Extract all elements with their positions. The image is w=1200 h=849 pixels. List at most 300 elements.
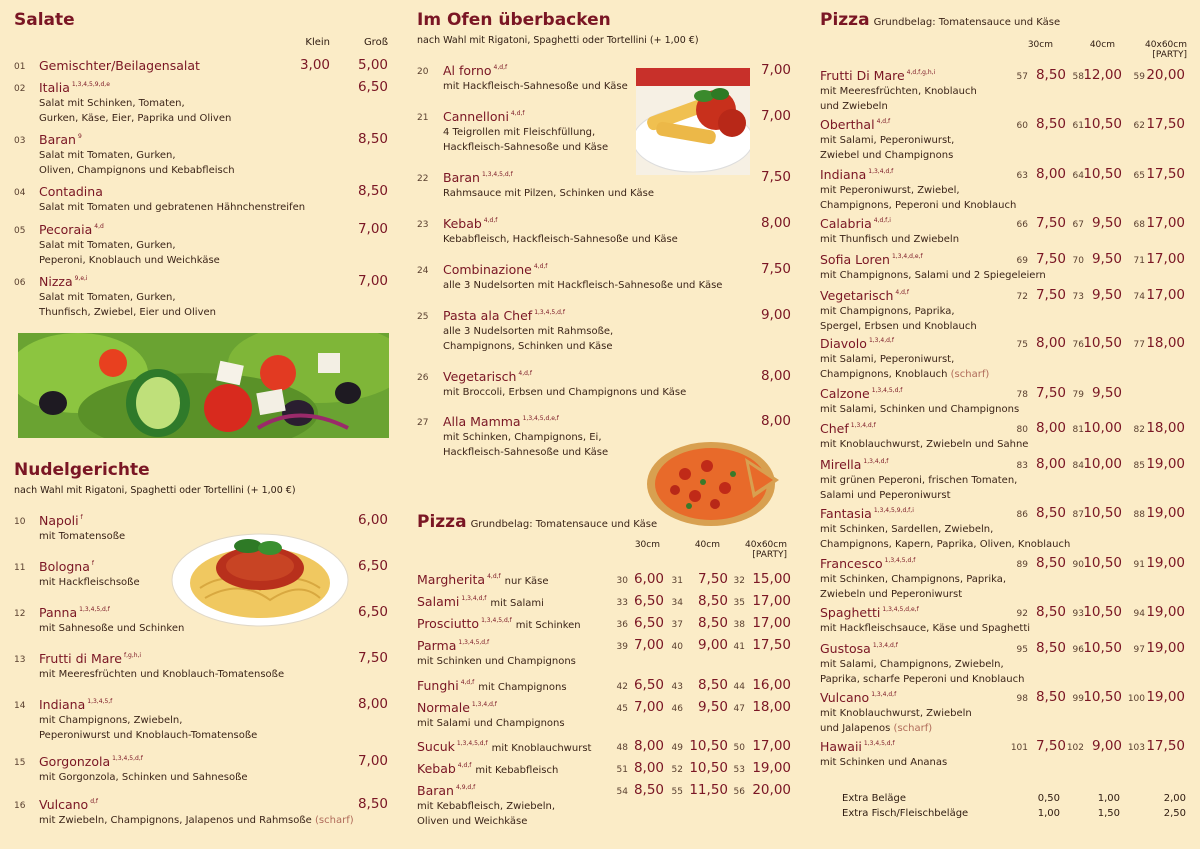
dish-description: mit Schinken, Sardellen, Zwiebeln, Champignons, Kapern, Paprika, Oliven, Knoblauch	[820, 524, 1071, 550]
dish-description: mit Salami und Champignons	[417, 718, 565, 729]
price: 19,00	[1146, 456, 1185, 472]
item-number: 83	[1016, 461, 1028, 471]
allergen-codes: 9	[77, 133, 82, 140]
allergen-codes: 4,d,f	[487, 573, 501, 580]
dish-description: mit Salami, Peperoniwurst, Champignons, Knoblauch (scharf)	[820, 354, 990, 380]
dish-name	[39, 513, 83, 528]
price: 7,00	[633, 699, 664, 715]
spicy-note: (scharf)	[315, 815, 354, 826]
dish-name-text: Prosciutto	[417, 616, 480, 631]
allergen-codes: 1,3,4,5,d,f	[871, 387, 903, 394]
price: 10,50	[1083, 555, 1122, 571]
dish-name-text: Fantasia	[820, 506, 872, 521]
dish-name	[39, 184, 103, 199]
item-number: 75	[1016, 340, 1028, 350]
price: 9,50	[1091, 385, 1122, 401]
dish-name	[39, 222, 104, 237]
allergen-codes: 1,3,4,d,e,f	[891, 253, 923, 260]
pizza-mid-title: Pizza Grundbelag: Tomatensauce und Käse	[417, 512, 658, 532]
salad-photo	[18, 333, 389, 438]
dish-description: mit Salami, Champignons, Zwiebeln, Paprika, scharfe Peperoni und Knoblauch	[820, 659, 1025, 685]
item-number: 01	[14, 62, 26, 72]
dish-description: mit Champignons, Paprika, Spergel, Erbsen und Knoblauch	[820, 306, 977, 332]
price: 8,00	[1035, 335, 1066, 351]
item-number: 67	[1072, 220, 1084, 230]
price: 19,00	[1146, 640, 1185, 656]
allergen-codes: 1,3,4,5,d,f	[863, 740, 895, 747]
item-number: 77	[1133, 340, 1145, 350]
allergen-codes: 1,3,4,5,d,f	[112, 755, 143, 762]
pasta-photo	[636, 68, 750, 175]
extra-price: 2,00	[1163, 793, 1186, 804]
dish-name	[39, 605, 110, 620]
item-number: 20	[417, 67, 429, 77]
dish-name	[820, 68, 935, 83]
dish-description: mit Kebabfleisch, Zwiebeln, Oliven und Weichkäse	[417, 801, 556, 827]
allergen-codes: 1,3,4,5,d,e,f	[522, 415, 559, 422]
item-number: 97	[1133, 645, 1145, 655]
dish-name	[417, 616, 581, 631]
dish-name	[820, 605, 919, 620]
price: 20,00	[752, 782, 791, 798]
dish-name-text: Parma	[417, 638, 457, 653]
item-number: 94	[1133, 609, 1145, 619]
dish-name	[443, 308, 565, 323]
item-number: 14	[14, 701, 26, 711]
item-number: 69	[1016, 256, 1028, 266]
item-number: 48	[616, 743, 628, 753]
dish-description: mit Schinken und Champignons	[417, 656, 576, 667]
extra-price: 1,50	[1097, 808, 1120, 819]
allergen-codes: d,f	[90, 798, 99, 805]
item-number: 34	[671, 598, 683, 608]
item-number: 98	[1016, 694, 1028, 704]
dish-description: mit Meeresfrüchten und Knoblauch-Tomatensoße	[39, 669, 285, 680]
extra-price: 0,50	[1037, 793, 1060, 804]
item-number: 56	[733, 787, 745, 797]
allergen-codes: 4,d,f,g,h,i	[906, 69, 936, 76]
item-number: 10	[14, 517, 26, 527]
extra-price: 1,00	[1037, 808, 1060, 819]
item-number: 39	[616, 642, 628, 652]
item-number: 36	[616, 620, 628, 630]
price: 8,50	[1035, 67, 1066, 83]
dish-name-text: Vegetarisch	[820, 288, 894, 303]
price: 6,00	[633, 571, 664, 587]
item-number: 30	[616, 576, 628, 586]
spaghetti-photo	[170, 528, 350, 628]
allergen-codes: 1,3,4,5,d,f	[884, 557, 916, 564]
allergen-codes: 1,3,4,d,f	[850, 422, 876, 429]
item-number: 82	[1133, 425, 1145, 435]
dish-description: mit Schinken, Champignons, Ei, Hackfleisch-Sahnesoße und Käse	[443, 432, 609, 458]
price: 8,00	[1035, 456, 1066, 472]
dish-description: Salat mit Tomaten, Gurken, Oliven, Champignons und Kebabfleisch	[39, 150, 235, 176]
price: 8,00	[760, 368, 791, 384]
price-klein: 3,00	[299, 57, 330, 73]
price: 7,50	[1035, 738, 1066, 754]
dish-name	[443, 369, 532, 384]
dish-description: mit Broccoli, Erbsen und Champignons und Käse	[443, 387, 687, 398]
item-number: 55	[671, 787, 683, 797]
item-number: 84	[1072, 461, 1084, 471]
dish-name-text: Frutti di Mare	[39, 651, 122, 666]
price: 8,50	[1035, 116, 1066, 132]
dish-description: mit Salami, Schinken und Champignons	[820, 404, 1020, 415]
pizza-right-title: Pizza Grundbelag: Tomatensauce und Käse	[820, 10, 1061, 30]
price: 17,50	[1146, 166, 1185, 182]
price: 17,50	[752, 637, 791, 653]
dish-description: mit Schinken, Champignons, Paprika, Zwiebeln und Peperoniwurst	[820, 574, 1007, 600]
dish-description: Salat mit Schinken, Tomaten, Gurken, Käse, Eier, Paprika und Oliven	[39, 98, 232, 124]
dish-name	[39, 797, 98, 812]
dish-name	[820, 252, 923, 267]
dish-description: Salat mit Tomaten, Gurken, Thunfisch, Zwiebel, Eier und Oliven	[39, 292, 216, 318]
dish-description: mit Zwiebeln, Champignons, Jalapenos und Rahmsoße (scharf)	[39, 815, 354, 826]
dish-name	[820, 386, 902, 401]
allergen-codes: 9,e,i	[74, 275, 88, 282]
item-number: 02	[14, 84, 26, 94]
dish-description: mit Salami, Peperoniwurst, Zwiebel und Champignons	[820, 135, 955, 161]
allergen-codes: 4,d,f	[483, 217, 498, 224]
price-gross: 7,00	[357, 273, 388, 289]
allergen-codes: f,g,h,i	[123, 652, 142, 659]
item-number: 35	[733, 598, 745, 608]
dish-name-text: Vulcano	[820, 690, 870, 705]
dish-name	[39, 132, 82, 147]
item-number: 04	[14, 188, 26, 198]
dish-description: 4 Teigrollen mit Fleischfüllung, Hackfleisch-Sahnesoße und Käse	[443, 127, 609, 153]
dish-name-text: Al forno	[443, 63, 492, 78]
allergen-codes: 4,d,f	[457, 762, 472, 769]
price: 19,00	[1146, 604, 1185, 620]
dish-name-text: Contadina	[39, 184, 103, 199]
dish-description: mit Peperoniwurst, Zwiebel, Champignons, Peperoni und Knoblauch	[820, 185, 1017, 211]
dish-description: Salat mit Tomaten und gebratenen Hähnchenstreifen	[39, 202, 306, 213]
item-number: 43	[671, 682, 683, 692]
item-number: 33	[616, 598, 628, 608]
dish-name	[443, 63, 507, 78]
allergen-codes: f	[80, 514, 83, 521]
item-number: 23	[417, 220, 429, 230]
dish-description: mit Knoblauchwurst, Zwiebeln und Sahne	[820, 439, 1029, 450]
item-number: 81	[1072, 425, 1084, 435]
dish-name	[39, 274, 88, 289]
dish-name	[820, 506, 914, 521]
allergen-codes: 1,3,4,d,f	[871, 691, 897, 698]
dish-inline-desc: nur Käse	[504, 576, 549, 587]
price: 6,50	[633, 677, 664, 693]
price: 19,00	[1146, 555, 1185, 571]
item-number: 32	[733, 576, 745, 586]
price: 8,50	[357, 796, 388, 812]
price: 7,50	[760, 261, 791, 277]
dish-name-text: Hawaii	[820, 739, 862, 754]
dish-name	[443, 262, 547, 277]
dish-name-text: Mirella	[820, 457, 862, 472]
dish-name-text: Indiana	[820, 167, 867, 182]
price: 10,50	[689, 760, 728, 776]
item-number: 11	[14, 563, 26, 573]
allergen-codes: 1,3,4,5,d,f	[534, 309, 565, 316]
dish-name	[443, 170, 513, 185]
allergen-codes: 4,d,f	[895, 289, 909, 296]
salate-title: Salate	[14, 10, 75, 30]
dish-name-text: Funghi	[417, 678, 459, 693]
dish-name-text: Baran	[443, 170, 480, 185]
item-number: 44	[733, 682, 745, 692]
price: 7,00	[760, 108, 791, 124]
allergen-codes: 1,3,4,5,d,f	[456, 740, 488, 747]
item-number: 65	[1133, 171, 1145, 181]
price: 10,50	[1083, 335, 1122, 351]
dish-name-text: Vulcano	[39, 797, 89, 812]
item-number: 54	[616, 787, 628, 797]
dish-name-text: Kebab	[443, 216, 482, 231]
item-number: 68	[1133, 220, 1145, 230]
price: 7,50	[1035, 215, 1066, 231]
item-number: 46	[671, 704, 683, 714]
spicy-note: (scharf)	[950, 368, 990, 380]
dish-name	[417, 739, 591, 754]
price: 6,50	[357, 604, 388, 620]
dish-name-text: Francesco	[820, 556, 883, 571]
dish-name	[417, 572, 549, 587]
dish-name-text: Frutti Di Mare	[820, 68, 905, 83]
dish-name	[820, 457, 888, 472]
item-number: 66	[1016, 220, 1028, 230]
item-number: 102	[1066, 743, 1084, 753]
dish-name-text: Gemischter/Beilagensalat	[39, 58, 200, 73]
price: 7,50	[760, 169, 791, 185]
allergen-codes: f	[91, 560, 94, 567]
price-gross: 8,50	[357, 183, 388, 199]
dish-description: mit Hackfleischsoße	[39, 577, 140, 588]
price: 17,00	[1146, 287, 1185, 303]
item-number: 50	[733, 743, 745, 753]
price: 8,50	[697, 677, 728, 693]
price: 10,50	[1083, 116, 1122, 132]
dish-inline-desc: mit Salami	[490, 598, 544, 609]
dish-name	[417, 761, 558, 776]
dish-description: Kebabfleisch, Hackfleisch-Sahnesoße und Käse	[443, 234, 678, 245]
nudel-title: Nudelgerichte	[14, 460, 150, 480]
item-number: 79	[1072, 390, 1084, 400]
nudel-note: nach Wahl mit Rigatoni, Spaghetti oder Tortellini (+ 1,00 €)	[14, 485, 296, 496]
dish-description: mit Tomatensoße	[39, 531, 126, 542]
dish-name	[417, 700, 497, 715]
item-number: 95	[1016, 645, 1028, 655]
price: 10,00	[1083, 456, 1122, 472]
dish-name	[417, 678, 567, 693]
item-number: 13	[14, 655, 26, 665]
price: 18,00	[1146, 335, 1185, 351]
item-number: 72	[1016, 292, 1028, 302]
dish-name	[443, 216, 497, 231]
dish-name-text: Baran	[39, 132, 76, 147]
price: 18,00	[752, 699, 791, 715]
item-number: 12	[14, 609, 26, 619]
dish-name-text: Salami	[417, 594, 460, 609]
price: 20,00	[1146, 67, 1185, 83]
price: 7,00	[760, 62, 791, 78]
dish-description: mit grünen Peperoni, frischen Tomaten, Salami und Peperoniwurst	[820, 475, 1018, 501]
dish-description: mit Schinken und Ananas	[820, 757, 948, 768]
dish-name-text: Spaghetti	[820, 605, 881, 620]
item-number: 74	[1133, 292, 1145, 302]
price: 12,00	[1083, 67, 1122, 83]
item-number: 92	[1016, 609, 1028, 619]
allergen-codes: 1,3,4,d,f	[471, 701, 497, 708]
price: 17,50	[1146, 738, 1185, 754]
price: 8,00	[633, 760, 664, 776]
item-number: 88	[1133, 510, 1145, 520]
price: 7,50	[357, 650, 388, 666]
dish-name	[443, 414, 559, 429]
price: 19,00	[1146, 689, 1185, 705]
dish-name	[820, 216, 891, 231]
item-number: 16	[14, 801, 26, 811]
dish-name-text: Oberthal	[820, 117, 875, 132]
item-number: 22	[417, 174, 429, 184]
price: 8,00	[1035, 420, 1066, 436]
item-number: 96	[1072, 645, 1084, 655]
item-number: 53	[733, 765, 745, 775]
price: 17,00	[752, 738, 791, 754]
price: 17,00	[752, 593, 791, 609]
price: 7,50	[1035, 385, 1066, 401]
dish-name	[39, 559, 94, 574]
item-number: 73	[1072, 292, 1084, 302]
dish-name	[820, 421, 876, 436]
price: 9,50	[1091, 287, 1122, 303]
price: 7,50	[1035, 251, 1066, 267]
price: 17,00	[1146, 215, 1185, 231]
dish-name-text: Normale	[417, 700, 470, 715]
price: 8,50	[1035, 555, 1066, 571]
allergen-codes: 4,d,f	[460, 679, 475, 686]
dish-name-text: Diavolo	[820, 336, 867, 351]
item-number: 57	[1016, 72, 1028, 82]
price: 9,00	[1091, 738, 1122, 754]
item-number: 86	[1016, 510, 1028, 520]
dish-name-text: Gorgonzola	[39, 754, 111, 769]
dish-name-text: Chef	[820, 421, 849, 436]
item-number: 40	[671, 642, 683, 652]
dish-name	[417, 783, 475, 798]
dish-name-text: Baran	[417, 783, 454, 798]
allergen-codes: 4,d,f	[510, 110, 525, 117]
price: 16,00	[752, 677, 791, 693]
dish-name	[820, 167, 893, 182]
price: 15,00	[752, 571, 791, 587]
dish-name	[39, 651, 141, 666]
price: 10,50	[689, 738, 728, 754]
dish-inline-desc: mit Schinken	[515, 620, 581, 631]
ofen-title: Im Ofen überbacken	[417, 10, 611, 30]
allergen-codes: 1,3,4,5,d,f	[458, 639, 490, 646]
item-number: 90	[1072, 560, 1084, 570]
col-klein: Klein	[305, 37, 330, 48]
dish-description: mit Thunfisch und Zwiebeln	[820, 234, 960, 245]
dish-name	[443, 109, 524, 124]
dish-name-text: Vegetarisch	[443, 369, 517, 384]
item-number: 52	[671, 765, 683, 775]
dish-description: mit Gorgonzola, Schinken und Sahnesoße	[39, 772, 248, 783]
allergen-codes: 4,d,f	[493, 64, 508, 71]
dish-name-text: Pecoraia	[39, 222, 93, 237]
dish-description: mit Meeresfrüchten, Knoblauch und Zwiebeln	[820, 86, 977, 112]
item-number: 24	[417, 266, 429, 276]
price: 8,00	[1035, 166, 1066, 182]
price: 10,50	[1083, 640, 1122, 656]
price-gross: 8,50	[357, 131, 388, 147]
price: 7,50	[697, 571, 728, 587]
allergen-codes: 1,3,4,5,9,d,f,i	[873, 507, 914, 514]
dish-name-text: Gustosa	[820, 641, 871, 656]
item-number: 26	[417, 373, 429, 383]
allergen-codes: 1,3,4,d,f	[872, 642, 898, 649]
dish-description: mit Hackfleisch-Sahnesoße und Käse	[443, 81, 628, 92]
extra-label: Extra Fisch/Fleischbeläge	[842, 808, 969, 819]
allergen-codes: 1,3,4,d,f	[868, 168, 894, 175]
price: 8,50	[697, 615, 728, 631]
col-gross: Groß	[363, 37, 388, 48]
item-number: 64	[1072, 171, 1084, 181]
price: 7,00	[357, 753, 388, 769]
item-number: 80	[1016, 425, 1028, 435]
dish-name-text: Kebab	[417, 761, 456, 776]
dish-description: mit Hackfleischsauce, Käse und Spaghetti	[820, 623, 1031, 634]
price: 9,50	[1091, 251, 1122, 267]
price: 7,00	[633, 637, 664, 653]
item-number: 87	[1072, 510, 1084, 520]
dish-name	[417, 594, 544, 609]
allergen-codes: 1,3,4,5,d,f	[481, 171, 513, 178]
dish-description: mit Sahnesoße und Schinken	[39, 623, 185, 634]
allergen-codes: 4,d,f	[533, 263, 548, 270]
price: 19,00	[752, 760, 791, 776]
item-number: 63	[1016, 171, 1028, 181]
allergen-codes: 1,3,4,5,d,e,f	[882, 606, 919, 613]
dish-inline-desc: mit Knoblauchwurst	[491, 743, 592, 754]
item-number: 91	[1133, 560, 1145, 570]
extra-price: 2,50	[1163, 808, 1186, 819]
allergen-codes: 1,3,4,5,d,f	[79, 606, 110, 613]
dish-name-text: Sofia Loren	[820, 252, 890, 267]
item-number: 59	[1133, 72, 1145, 82]
price: 6,50	[633, 593, 664, 609]
allergen-codes: 1,3,4,5,d,f	[481, 617, 512, 624]
price: 10,50	[1083, 505, 1122, 521]
price: 10,50	[1083, 689, 1122, 705]
item-number: 03	[14, 136, 26, 146]
allergen-codes: 1,3,4,d,f	[461, 595, 487, 602]
dish-name-text: Calzone	[820, 386, 870, 401]
dish-name	[39, 80, 110, 95]
item-number: 58	[1072, 72, 1084, 82]
item-number: 05	[14, 226, 26, 236]
price: 7,50	[1035, 287, 1066, 303]
dish-name	[417, 638, 489, 653]
dish-name	[820, 336, 894, 351]
size-header: 30cm	[1027, 40, 1053, 50]
price: 17,50	[1146, 116, 1185, 132]
price: 9,50	[1091, 215, 1122, 231]
allergen-codes: 1,3,4,5,9,d,e	[71, 81, 110, 88]
price: 8,50	[633, 782, 664, 798]
price: 9,00	[697, 637, 728, 653]
